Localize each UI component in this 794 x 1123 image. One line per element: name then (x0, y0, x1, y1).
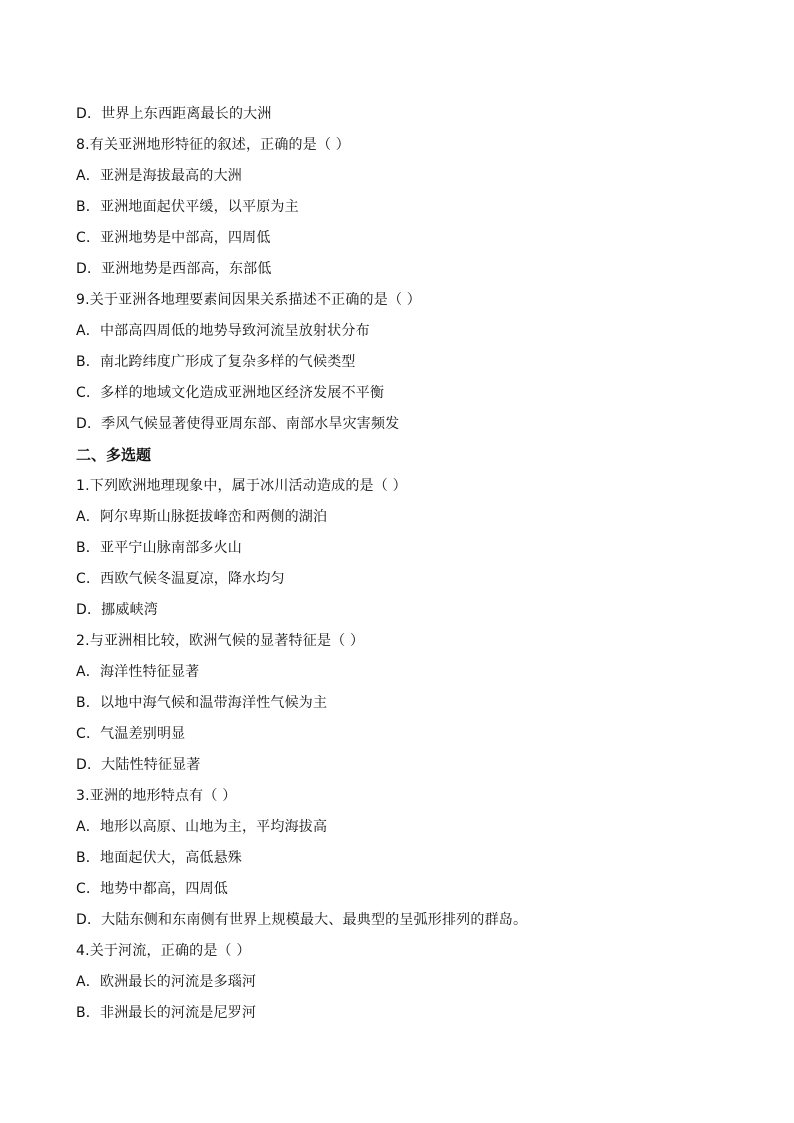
question-line: 1.下列欧洲地理现象中，属于冰川活动造成的是（ ） (76, 478, 407, 494)
option-line: D．大陆东侧和东南侧有世界上规模最大、最典型的呈弧形排列的群岛。 (76, 912, 528, 928)
question-line: 9.关于亚洲各地理要素间因果关系描述不正确的是（ ） (76, 292, 422, 308)
option-line: D．季风气候显著使得亚周东部、南部水旱灾害频发 (76, 416, 400, 432)
option-line: A．欧洲最长的河流是多瑙河 (76, 974, 257, 990)
option-line: B．亚平宁山脉南部多火山 (76, 540, 243, 556)
option-line: B．以地中海气候和温带海洋性气候为主 (76, 695, 328, 711)
option-line: D．亚洲地势是西部高，东部低 (76, 261, 272, 277)
document-content (76, 99, 736, 1029)
option-line: C．气温差别明显 (76, 726, 186, 742)
question-line: 2.与亚洲相比较，欧洲气候的显著特征是（ ） (76, 633, 365, 649)
option-line: B．地面起伏大，高低悬殊 (76, 850, 243, 866)
option-line: C．西欧气候冬温夏凉，降水均匀 (76, 571, 285, 587)
question-line: 4.关于河流，正确的是（ ） (76, 943, 251, 959)
option-line: A．地形以高原、山地为主，平均海拔高 (76, 819, 328, 835)
option-line: D．世界上东西距离最长的大洲 (76, 106, 272, 122)
option-line: A．海洋性特征显著 (76, 664, 200, 680)
option-line: A．阿尔卑斯山脉挺拔峰峦和两侧的湖泊 (76, 509, 328, 525)
question-line: 3.亚洲的地形特点有（ ） (76, 788, 237, 804)
option-line: B．南北跨纬度广形成了复杂多样的气候类型 (76, 354, 356, 370)
option-line: C．多样的地域文化造成亚洲地区经济发展不平衡 (76, 385, 385, 401)
option-line: A．亚洲是海拔最高的大洲 (76, 168, 242, 184)
option-line: A．中部高四周低的地势导致河流呈放射状分布 (76, 323, 370, 339)
section-heading: 二、多选题 (76, 446, 152, 464)
option-line: B．亚洲地面起伏平缓，以平原为主 (76, 199, 299, 215)
question-line: 8.有关亚洲地形特征的叙述，正确的是（ ） (76, 137, 351, 153)
option-line: C．地势中都高，四周低 (76, 881, 228, 897)
option-line: C．亚洲地势是中部高，四周低 (76, 230, 271, 246)
option-line: D．挪威峡湾 (76, 602, 158, 618)
option-line: B．非洲最长的河流是尼罗河 (76, 1005, 257, 1021)
option-line: D．大陆性特征显著 (76, 757, 201, 773)
